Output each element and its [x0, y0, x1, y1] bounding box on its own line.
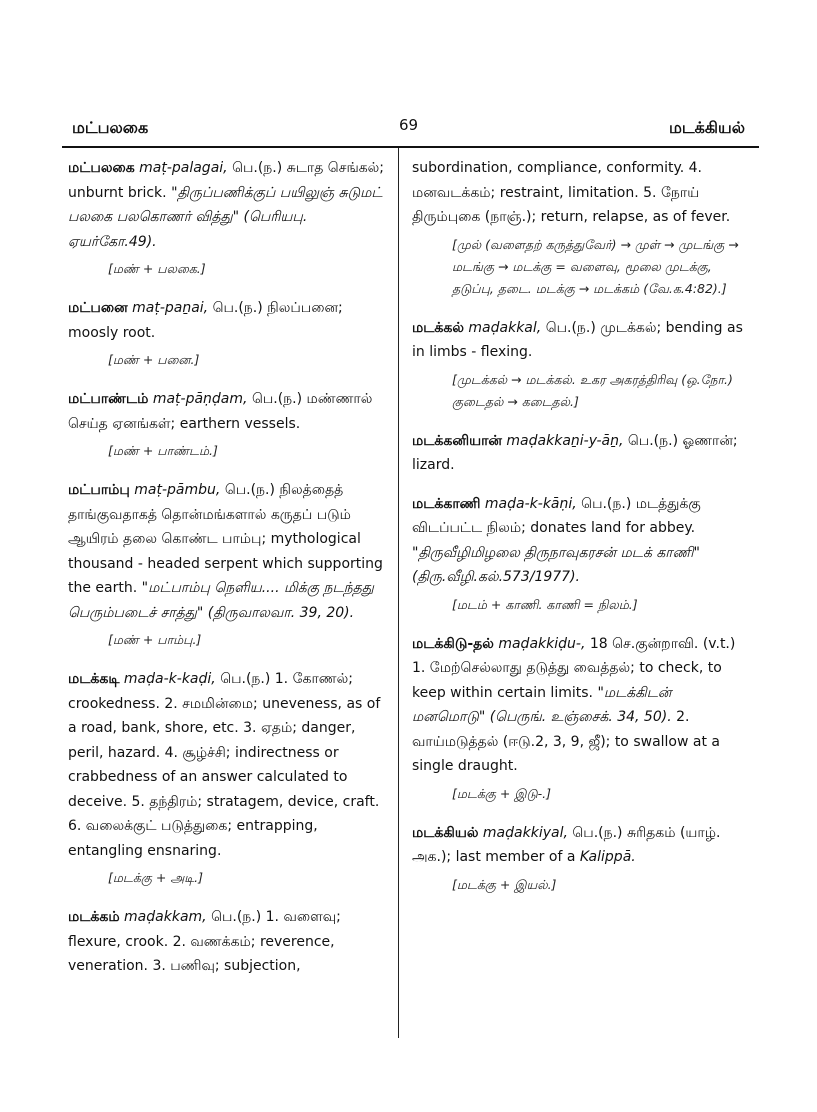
definition-continued: subordination, compliance, conformity. 4. மனவடக்கம்; restraint, limitation. 5. நோய் திரும்புகை (நாஞ்.); return, relapse, as of fever.: [412, 160, 731, 225]
dictionary-entry: [412, 492, 748, 616]
right-column: [412, 156, 748, 912]
headword: மடக்கல்: [412, 319, 464, 336]
dictionary-entry: [412, 632, 748, 805]
dictionary-entry: [412, 821, 748, 896]
definition: பெ.(ந.) நிலப்பனை; moosly root.: [68, 300, 343, 341]
headword: மடக்கடி: [68, 671, 120, 687]
etymology: [முடக்கல் → மடக்கல். உகர அகரத்திரிவு (ஒ.நோ.) குடைதல் → கடைதல்.]: [452, 371, 733, 409]
quotation: "மடக்கிடன் மனமொடு" (பெருங். உஞ்சைக். 34, 50).: [412, 684, 672, 725]
headword: மடக்கனியான்: [412, 432, 502, 449]
definition: பெ.(ந.) 1. வளைவு; flexure, crook. 2. வணக்கம்; reverence, veneration. 3. பணிவு; subjection,: [68, 909, 341, 974]
headword: மட்பாண்டம்: [68, 391, 149, 407]
transliteration: maḍa-k-kāṇi,: [484, 495, 577, 512]
headword: மடக்கியல்: [412, 824, 479, 841]
transliteration: maṭ-palagai,: [139, 160, 228, 176]
transliteration: maḍakkaṉi-y-āṉ,: [506, 432, 624, 449]
etymology: [மண் + பலகை.]: [108, 261, 206, 276]
headword: மட்பலகை: [68, 160, 135, 176]
quotation: "மட்பாம்பு நெளிய.... மிக்கு நடந்தது பெரும்படைச் சாத்து" (திருவாலவா. 39, 20).: [68, 580, 374, 621]
page-number: 69: [398, 116, 419, 134]
dictionary-entry: [68, 905, 386, 979]
definition: பெ.(ந.) சுரிதகம் (யாழ். அக.); last member of a: [412, 824, 721, 865]
header-rule: [62, 146, 759, 148]
page-header: [62, 112, 755, 146]
quotation: "திருப்பணிக்குப் பயிலுஞ் சுடுமட் பலகை பலகொணர் வித்து" (பெரியபு. ஏயர்கோ.49).: [68, 184, 383, 250]
definition: பெ.(ந.) மண்ணால் செய்த ஏனங்கள்; earthern vessels.: [68, 391, 373, 432]
etymology: [மடக்கு + அடி.]: [108, 870, 204, 885]
column-divider: [398, 148, 399, 1038]
headword: மடக்கம்: [68, 909, 120, 925]
dictionary-entry-continued: [412, 156, 748, 300]
dictionary-entry: [68, 478, 386, 651]
headword: மடக்காணி: [412, 495, 481, 512]
definition: பெ.(ந.) நிலத்தைத் தாங்குவதாகத் தொன்மங்களால் கருதப் படும் ஆயிரம் தலை கொண்ட பாம்பு; mythological thousand - headed serpent which supporting the earth.: [68, 482, 383, 596]
etymology: [முல் (வளைதற் கருத்துவேர்) → முள் → முடங்கு → மடங்கு → மடக்கு = வளைவு, மூலை முடக்கு, தடுப்பு, தடை. மடக்கு → மடக்கம் (வே.க.4:82).]: [452, 236, 739, 296]
headword: மட்பனை: [68, 300, 128, 316]
headword: மட்பாம்பு: [68, 482, 130, 498]
etymology: [மடம் + காணி. காணி = நிலம்.]: [452, 596, 638, 612]
dictionary-entry: [68, 387, 386, 462]
dictionary-entry: [412, 316, 748, 413]
guide-word-left: மட்பலகை: [72, 118, 149, 137]
dictionary-entry: [412, 429, 748, 478]
definition: பெ.(ந.) சுடாத செங்கல்; unburnt brick.: [68, 160, 384, 201]
etymology: [மண் + பனை.]: [108, 352, 200, 367]
quotation: "திருவீழிமிழலை திருநாவுகரசன் மடக் காணி" (திரு.வீழி.கல்.573/1977).: [412, 544, 700, 585]
etymology: [மடக்கு + இயல்.]: [452, 876, 557, 892]
transliteration: maḍakkam,: [124, 909, 207, 925]
definition-italic-term: Kalippā.: [579, 849, 636, 865]
dictionary-entry: [68, 296, 386, 371]
transliteration: maṭ-paṉai,: [132, 300, 209, 316]
transliteration: maḍakkal,: [468, 319, 542, 336]
definition: பெ.(ந.) மடத்துக்கு விடப்பட்ட நிலம்; donates land for abbey.: [412, 495, 701, 536]
dictionary-entry: [68, 667, 386, 889]
transliteration: maḍakkiyal,: [482, 824, 568, 841]
transliteration: maḍakkiḍu-,: [498, 635, 586, 652]
definition: பெ.(ந.) முடக்கல்; bending as in limbs - flexing.: [412, 319, 743, 360]
definition: பெ.(ந.) 1. கோணல்; crookedness. 2. சமமின்மை; uneveness, as of a road, bank, shore, etc. 3. ஏதம்; danger, peril, hazard. 4. சூழ்ச்சி; indirectness or crabbedness of an answer calculated to deceive. 5. தந்திரம்; stratagem, device, craft. 6. வலைக்குட் படுத்துகை; entrapping, entangling ensnaring.: [68, 671, 381, 859]
etymology: [மண் + பாண்டம்.]: [108, 443, 218, 458]
headword: மடக்கிடு-தல்: [412, 635, 494, 652]
etymology: [மடக்கு + இடு-.]: [452, 785, 552, 801]
definition: 18 செ.குன்றாவி. (v.t.) 1. மேற்செல்லாது தடுத்து வைத்தல்; to check, to keep within certain limits.: [412, 635, 736, 701]
definition-part-2: 2. வாய்மடுத்தல் (ஈடு.2, 3, 9, ஜீ); to swallow at a single draught.: [412, 709, 720, 774]
transliteration: maṭ-pāmbu,: [134, 482, 221, 498]
dictionary-entry: [68, 156, 386, 280]
etymology: [மண் + பாம்பு.]: [108, 632, 202, 647]
left-column: [68, 156, 386, 993]
transliteration: maṭ-pāṇḍam,: [152, 391, 248, 407]
guide-word-right: மடக்கியல்: [669, 118, 745, 137]
definition: பெ.(ந.) ஓணான்; lizard.: [412, 432, 738, 473]
transliteration: maḍa-k-kaḍi,: [123, 671, 216, 687]
